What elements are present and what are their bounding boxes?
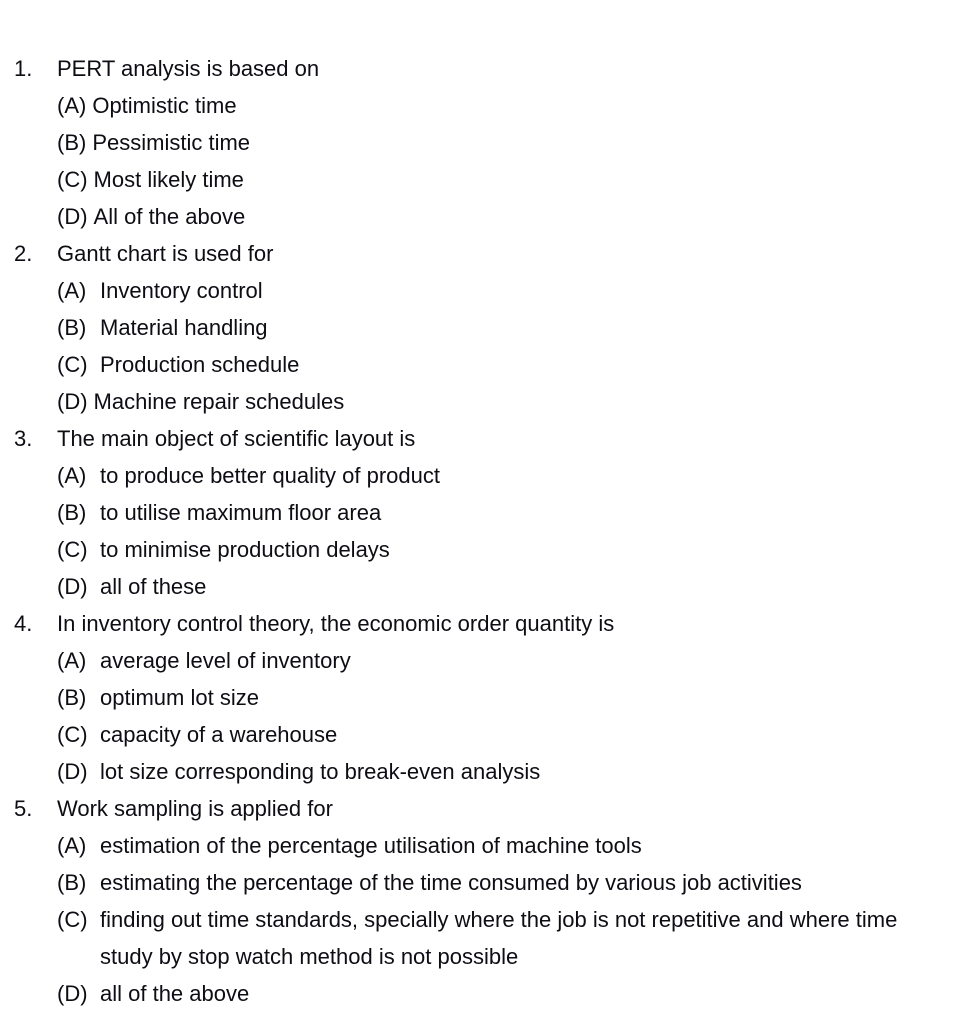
option-text: finding out time standards, specially where the job is not repetitive and where time xyxy=(100,907,898,932)
option-5d xyxy=(0,975,972,1012)
option-text: Inventory control xyxy=(100,278,263,303)
option-1a xyxy=(0,87,972,124)
option-label: (C) xyxy=(57,167,88,192)
question-2 xyxy=(0,235,972,272)
question-3 xyxy=(0,420,972,457)
question-text: Work sampling is applied for xyxy=(57,796,333,821)
option-4c xyxy=(0,716,972,753)
option-label: (C) xyxy=(57,537,88,562)
option-label: (D) xyxy=(57,389,88,414)
question-number: 3. xyxy=(14,426,33,451)
option-5a xyxy=(0,827,972,864)
question-text: The main object of scientific layout is xyxy=(57,426,416,451)
question-text: In inventory control theory, the economic order quantity is xyxy=(57,611,615,636)
option-2c xyxy=(0,346,972,383)
option-4d xyxy=(0,753,972,790)
option-5b xyxy=(0,864,972,901)
option-4a xyxy=(0,642,972,679)
question-4 xyxy=(0,605,972,642)
option-2d xyxy=(0,383,972,420)
option-text: to produce better quality of product xyxy=(100,463,440,488)
option-1d xyxy=(0,198,972,235)
option-text: Production schedule xyxy=(100,352,300,377)
option-3d xyxy=(0,568,972,605)
option-text: Most likely time xyxy=(93,167,244,192)
option-3a xyxy=(0,457,972,494)
option-label: (C) xyxy=(57,352,88,377)
option-text: Machine repair schedules xyxy=(93,389,345,414)
option-4b xyxy=(0,679,972,716)
question-5 xyxy=(0,790,972,827)
option-label: (D) xyxy=(57,574,88,599)
option-5c xyxy=(0,901,972,938)
option-2b xyxy=(0,309,972,346)
option-label: (A) xyxy=(57,463,87,488)
option-label: (A) xyxy=(57,648,87,673)
option-text: all of the above xyxy=(100,981,250,1006)
option-label: (D) xyxy=(57,981,88,1006)
question-text: PERT analysis is based on xyxy=(57,56,320,81)
option-text: estimation of the percentage utilisation of machine tools xyxy=(100,833,642,858)
option-3c xyxy=(0,531,972,568)
option-2a xyxy=(0,272,972,309)
question-text: Gantt chart is used for xyxy=(57,241,274,266)
option-label: (B) xyxy=(57,500,87,525)
option-text: Material handling xyxy=(100,315,268,340)
question-number: 2. xyxy=(14,241,33,266)
question-number: 5. xyxy=(14,796,33,821)
option-1b xyxy=(0,124,972,161)
option-5c-continuation: study by stop watch method is not possible xyxy=(100,944,519,969)
option-label: (C) xyxy=(57,907,88,932)
option-text: Pessimistic time xyxy=(92,130,251,155)
option-label: (D) xyxy=(57,759,88,784)
mcq-document xyxy=(0,50,972,1012)
option-text: to minimise production delays xyxy=(100,537,390,562)
option-1c xyxy=(0,161,972,198)
question-number: 4. xyxy=(14,611,33,636)
option-label: (B) xyxy=(57,130,87,155)
option-text: average level of inventory xyxy=(100,648,351,673)
option-label: (A) xyxy=(57,93,87,118)
option-text: optimum lot size xyxy=(100,685,259,710)
option-label: (C) xyxy=(57,722,88,747)
option-text: Optimistic time xyxy=(92,93,237,118)
option-text: lot size corresponding to break-even analysis xyxy=(100,759,541,784)
option-label: (D) xyxy=(57,204,88,229)
option-text: all of these xyxy=(100,574,207,599)
option-label: (B) xyxy=(57,870,87,895)
option-text: All of the above xyxy=(93,204,246,229)
question-number: 1. xyxy=(14,56,33,81)
option-label: (B) xyxy=(57,315,87,340)
option-label: (A) xyxy=(57,278,87,303)
option-text: estimating the percentage of the time consumed by various job activities xyxy=(100,870,802,895)
question-1 xyxy=(0,50,972,87)
option-label: (B) xyxy=(57,685,87,710)
option-text: to utilise maximum floor area xyxy=(100,500,382,525)
option-3b xyxy=(0,494,972,531)
option-text: capacity of a warehouse xyxy=(100,722,338,747)
option-label: (A) xyxy=(57,833,87,858)
